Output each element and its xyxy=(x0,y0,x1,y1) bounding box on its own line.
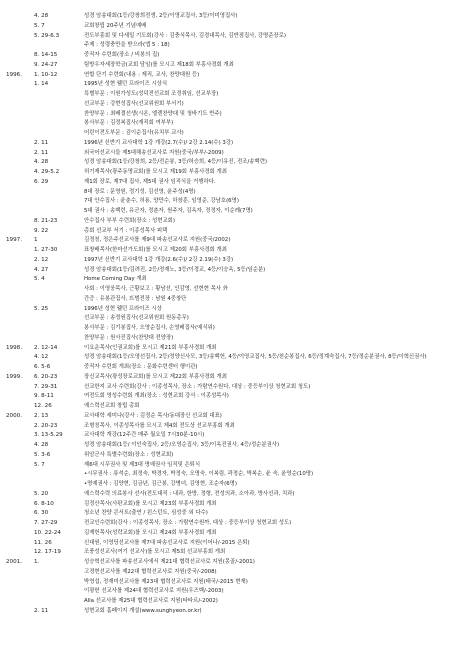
entry-text: 간증 : 유봉관집사, 뜨범전장 : 남원 4중창단 xyxy=(84,295,187,302)
entry-text: 제6대 시무권사 및 제3대 명예권사 임직및 은퇴식 xyxy=(84,461,201,468)
entry-text: 청소년 찬양 콘서트(출연 / 윈스턴트, 심성중 외 다수) xyxy=(84,510,208,517)
timeline-entry xyxy=(0,119,466,129)
entry-date: 2. 13 xyxy=(34,412,49,419)
entry-date: 4. 29-5.2 xyxy=(34,169,60,175)
entry-text: 팀방우자세장학금(교회 담임)를 모시고 제18회 부흥사경회 개최 xyxy=(84,61,234,68)
entry-text: 장신교목사(광성장로교회)를 모시고 제22회 부흥사경회 개최 xyxy=(84,373,227,380)
timeline-entry xyxy=(0,558,466,568)
entry-text: 신대원, 이영딩선교사를 제7대 파송선교사로 지원(이어나/-2015 은퇴) xyxy=(84,539,250,546)
entry-year: 2000. xyxy=(6,412,23,419)
entry-text: 김정산목사(사판교회)를 모시고 제23회 부흥사경회 개최 xyxy=(84,500,217,507)
timeline-entry xyxy=(0,529,466,539)
entry-date: 6. 8-10 xyxy=(34,500,54,507)
timeline-entry xyxy=(0,129,466,139)
timeline-entry xyxy=(0,441,466,451)
timeline-entry xyxy=(0,236,466,246)
entry-date: 7. 29-31 xyxy=(34,383,58,390)
entry-text: •명예권사 : 김양현, 김금년, 김근봉, 강병녀, 김영현, 조순자(6명) xyxy=(84,481,237,487)
timeline-entry xyxy=(0,110,466,120)
entry-text: 이요운목사(인권교회)를 모시고 제21회 부흥사경회 개최 xyxy=(84,344,217,351)
timeline-entry xyxy=(0,217,466,227)
timeline-entry xyxy=(0,334,466,344)
timeline-entry xyxy=(0,285,466,295)
entry-text: 성경 암송대회(1등/강창희, 2등/전순봉, 3등/허승희, 4등/이유진, 전조/송백련) xyxy=(84,159,268,166)
timeline-entry xyxy=(0,451,466,461)
entry-date: 11. 26 xyxy=(34,539,52,546)
entry-text: 여전도회 영성수련회 개최(장소 : 성현교회 강사 : 이종성목사) xyxy=(84,393,229,400)
entry-text: 성현교회 홈페이지 개설(www.sunghyeon.or.kr) xyxy=(84,607,202,614)
timeline-entry xyxy=(0,324,466,334)
timeline-entry xyxy=(0,568,466,578)
entry-text: 조풍성선교사(여기 선교사)를 모시고 제5회 선교부흥회 개최 xyxy=(84,549,226,556)
timeline-entry xyxy=(0,548,466,558)
entry-date: 12. 26 xyxy=(34,403,52,409)
timeline-entry xyxy=(0,12,466,22)
timeline-entry xyxy=(0,597,466,607)
entry-text: 7대 안수집사 : 윤춘수, 허용, 양만수, 하창훈, 임영준, 강남호(6명) xyxy=(84,198,239,205)
entry-text: 찬양부문 : 최배결선생(시온, 엘렌찬양대 및 청바기도 반주) xyxy=(84,110,222,117)
entry-text: 박영섭, 정재미선교사를 제23대 협력선교사로 지원(태국/-2015 현재) xyxy=(84,578,248,585)
entry-date: 6. 29 xyxy=(34,178,49,185)
entry-date: 2. 11 xyxy=(34,149,49,156)
entry-date: 5. 7 xyxy=(34,22,45,29)
timeline-entry xyxy=(0,539,466,549)
timeline-entry xyxy=(0,71,466,81)
entry-text: Alla 선교사를 제25대 협력선교사로 지원(타타르/-2002) xyxy=(84,598,218,604)
entry-text: 김재헌목사(성락교회)를 모시고 제24회 부흥사경회 개최 xyxy=(84,529,217,536)
entry-text: 표창배목사(한마선가도회)를 모시고 제20회 부흥사경회 개최 xyxy=(84,247,227,253)
timeline-entry xyxy=(0,168,466,178)
timeline-entry xyxy=(0,90,466,100)
entry-date: 5. 29-6.3 xyxy=(34,32,60,39)
entry-text: 봉사부문 : 김정복집사(재직회 여부부) xyxy=(84,120,174,127)
entry-text: 주제 : 성령충만을 받으라(엡 5 : 18) xyxy=(84,42,170,49)
entry-date: 6. 5-6 xyxy=(34,364,51,370)
timeline-entry xyxy=(0,178,466,188)
entry-text: 이광헌 선교사를 제24대 협력선교사로 지원(우즈벡/-2003) xyxy=(84,588,224,595)
entry-date: 3. 13-5.29 xyxy=(34,432,63,439)
timeline-entry xyxy=(0,344,466,354)
timeline-entry xyxy=(0,246,466,256)
timeline-entry xyxy=(0,470,466,480)
entry-text: 사회 : 이영웅목사, 근황보고 : 황남선, 인감영, 선현현 목사 外 xyxy=(84,286,229,292)
timeline-entry xyxy=(0,139,466,149)
timeline-entry xyxy=(0,207,466,217)
entry-date: 2. 12 xyxy=(34,256,49,263)
entry-text: 8대 장로 : 문영원, 정기성, 김선영, 윤주성(4명) xyxy=(84,188,196,195)
timeline-entry xyxy=(0,61,466,71)
entry-text: 위암군사 특별수련회(장소 : 성현교회) xyxy=(84,451,174,458)
entry-date: 1. 27-30 xyxy=(34,247,58,253)
timeline-entry xyxy=(0,383,466,393)
entry-date: 7. 27-29 xyxy=(34,520,58,526)
entry-date: 2. 20-23 xyxy=(34,422,58,429)
entry-date: 1. xyxy=(34,559,40,565)
entry-date: 2. 11 xyxy=(34,139,49,146)
entry-date: 9. 8-11 xyxy=(34,393,54,400)
timeline-entry xyxy=(0,32,466,42)
entry-year: 1998. xyxy=(6,344,23,351)
timeline-entry xyxy=(0,305,466,315)
timeline-entry xyxy=(0,412,466,422)
entry-text: 1997년 신반기 교사대학 1강 개강(2.6(수)/ 2강 2.19(수) 3강) xyxy=(84,256,234,263)
timeline-entry xyxy=(0,519,466,529)
timeline-entry xyxy=(0,188,466,198)
timeline-entry xyxy=(0,295,466,305)
entry-text: 5대 권사 : 송백련, 유군자, 정춘자, 원주자, 김옥자, 정정자, 이순례(7명) xyxy=(84,208,253,214)
entry-text: 교회창립 20주년 기념예배 xyxy=(84,22,147,29)
entry-date: 12. 17-19 xyxy=(34,549,61,556)
timeline-entry xyxy=(0,80,466,90)
entry-date: 8. 14-15 xyxy=(34,52,58,58)
timeline-entry xyxy=(0,392,466,402)
entry-date: 4. 27 xyxy=(34,266,49,273)
entry-text: 어린이전도부문 : 김이순집사(유치부 교사) xyxy=(84,130,184,136)
timeline-entry xyxy=(0,500,466,510)
entry-text: 고경현선교사를 제22대 협력선교사로 지원(중국/-2008) xyxy=(84,568,217,575)
entry-text: •시무권사 : 류석순, 최정숙, 박경자, 박정숙, 오명숙, 이복림, 곽정순, 박복순, 윤 숙, 윤영순(10명) xyxy=(84,471,314,478)
entry-text: 총회 선교부 서기 : 이종성목사 피택 xyxy=(84,227,168,234)
entry-text: 안수집사 부부 수련회(장소 : 성현교회) xyxy=(84,217,175,224)
entry-text: 김정칭, 정은주선교사를 제9대 파송선교사로 지원(중국/2002) xyxy=(84,237,231,244)
timeline-entry xyxy=(0,461,466,471)
entry-text: 1996년 성현 웰던 프라이즈 시상 xyxy=(84,305,162,312)
timeline-entry xyxy=(0,607,466,617)
timeline-entry xyxy=(0,402,466,412)
entry-text: 제1회 장로, 제7대 집사, 제5대 권사 임직식을 거행하다. xyxy=(84,178,216,185)
entry-text: 예스력선교회 창립 총회 xyxy=(84,403,140,409)
entry-text: 예스력수력 의료봉사 선사(전도대직 : 내과, 한방, 정형, 전성의과, 소아과, 방사선과, 치과) xyxy=(84,490,295,497)
entry-date: 2. 11 xyxy=(34,607,49,614)
timeline-entry xyxy=(0,22,466,32)
entry-text: 선교부문 : 송정원집사(선교위원회 원동총무) xyxy=(84,315,189,322)
entry-date: 4. 28 xyxy=(34,13,49,19)
timeline-entry xyxy=(0,158,466,168)
entry-text: 외국어선교시들 제5대해송선교사로 지원(중국/부부/-2009) xyxy=(84,149,224,156)
entry-date: 9. 22 xyxy=(34,227,49,234)
timeline-entry xyxy=(0,197,466,207)
entry-date: 5. 4 xyxy=(34,276,45,283)
entry-text: 교사대학 개강(12주간 매주 월요일 7시30분-10시) xyxy=(84,432,205,439)
entry-date: 5. 7 xyxy=(34,461,45,468)
timeline-entry xyxy=(0,41,466,51)
entry-text: 찬양부문 : 원사진집사(찬양대 전양장) xyxy=(84,334,174,341)
entry-text: 연합 단기 수련회(내용 : 제직, 교사, 찬양대원 등) xyxy=(84,71,200,78)
timeline-entry xyxy=(0,266,466,276)
timeline-entry xyxy=(0,480,466,490)
entry-text: 성경 암송대회(1등/오영선집사, 2등/정양신사모, 3등/송백헌, 4등/이영교집사, 5등/천순봉집사, 6등/정계숙집사, 7등/정순분권사, 8등/이혁신권사) xyxy=(84,354,427,361)
entry-text: 선교한지 교사 수련회(강사 : 이종성목사, 장소 : 가람연수원다, 대상 : 중등부이상 청현교회 청도) xyxy=(84,383,311,390)
entry-date: 4. 12 xyxy=(34,354,49,361)
entry-date: 4. 28 xyxy=(34,442,49,448)
entry-text: 봉사부문 : 김기봉집사, 오영순집사, 손영배집사(예식위) xyxy=(84,325,215,331)
timeline-entry xyxy=(0,256,466,266)
entry-text: 성승혁선교사를 파송선교사에서 제21대 협력선교사로 지원(몽골/-2001) xyxy=(84,559,255,565)
entry-text: 성경 암송대회(1등/강창희전생, 2등/이영교집사, 3등/이미영집사) xyxy=(84,13,238,19)
entry-text: 1995년 성현 웰던 프라이즈 시상식 xyxy=(84,81,168,88)
timeline-entry xyxy=(0,431,466,441)
entry-date: 4. 28 xyxy=(34,159,49,166)
entry-text: 중직자 수련회(장소 / 비봉의 집) xyxy=(84,52,160,58)
entry-text: 전도부흥회 및 다세밀 기도회(강사 : 김충식목사, 김경대목사, 김반점집사, 강명준장로) xyxy=(84,32,286,39)
entry-date: 5. 25 xyxy=(34,305,49,312)
timeline-entry xyxy=(0,353,466,363)
entry-year: 1997. xyxy=(6,237,23,244)
timeline-entry xyxy=(0,100,466,110)
timeline-entry xyxy=(0,51,466,61)
timeline-entry xyxy=(0,578,466,588)
entry-text: Home Coming Day 개최 xyxy=(84,276,147,283)
entry-text: 선교부문 : 강현성집사(선교위원회 부서기) xyxy=(84,100,184,107)
entry-text: 특별부문 : 이원가성도(성덕전선교회 조정취임, 선교부장) xyxy=(84,91,219,97)
entry-year: 2001. xyxy=(6,559,23,565)
entry-date: 1. 14 xyxy=(34,81,49,88)
entry-date: 1. 10-12 xyxy=(34,71,58,78)
timeline-entry xyxy=(0,509,466,519)
entry-year: 1996. xyxy=(6,71,23,78)
timeline-entry xyxy=(0,373,466,383)
timeline-entry xyxy=(0,227,466,237)
entry-date: 2. 12-14 xyxy=(34,344,58,351)
entry-text: 성경 암송대회(1등/ 이인숙집사, 2등/오영순집사, 3등/이옥진권사, 4등/정순분권사) xyxy=(84,442,280,448)
timeline-entry xyxy=(0,587,466,597)
entry-date: 6. 20-23 xyxy=(34,373,58,380)
entry-date: 1 xyxy=(34,237,38,244)
entry-text: 1996년 신반기 교사대학 1강 개강(2.7(수)/ 2강 2.14(수) 3강) xyxy=(84,139,234,146)
entry-text: 허기재목사(광주동명교회)를 모시고 제19회 부흥사경회 개최 xyxy=(84,169,227,175)
entry-date: 5. 20 xyxy=(34,490,49,497)
entry-year: 1999. xyxy=(6,373,23,380)
entry-date: 5. 3-6 xyxy=(34,451,51,458)
entry-text: 교사대학 세미나(강사 : 김정순 목사/동대장신 선교회 대표) xyxy=(84,412,222,419)
timeline-entry xyxy=(0,275,466,285)
timeline-entry xyxy=(0,314,466,324)
entry-text: 성경 암송대회(1등/김려진, 2등/정재노, 3등/이경교, 4등/이승옥, 5등/임순분) xyxy=(84,266,266,273)
entry-text: 전교인수련회(강사 : 이종성목사, 장소 : 가람연수원까, 대상 : 중등부이상 청현교회 성도) xyxy=(84,520,292,526)
entry-date: 6. 30 xyxy=(34,510,49,517)
timeline-entry xyxy=(0,422,466,432)
timeline-entry xyxy=(0,149,466,159)
entry-date: 10. 22-24 xyxy=(34,529,61,536)
entry-date: 9. 24-27 xyxy=(34,61,58,68)
entry-text: 조형칭목사, 이종성목사를 모시고 제4회 전도상 선교부흥회 개최 xyxy=(84,422,235,429)
entry-text: 중직자 수련회 개최(장소 : 문화수련센터 행이관) xyxy=(84,364,198,370)
timeline-entry xyxy=(0,490,466,500)
entry-date: 8. 21-23 xyxy=(34,217,58,224)
timeline-entry xyxy=(0,363,466,373)
